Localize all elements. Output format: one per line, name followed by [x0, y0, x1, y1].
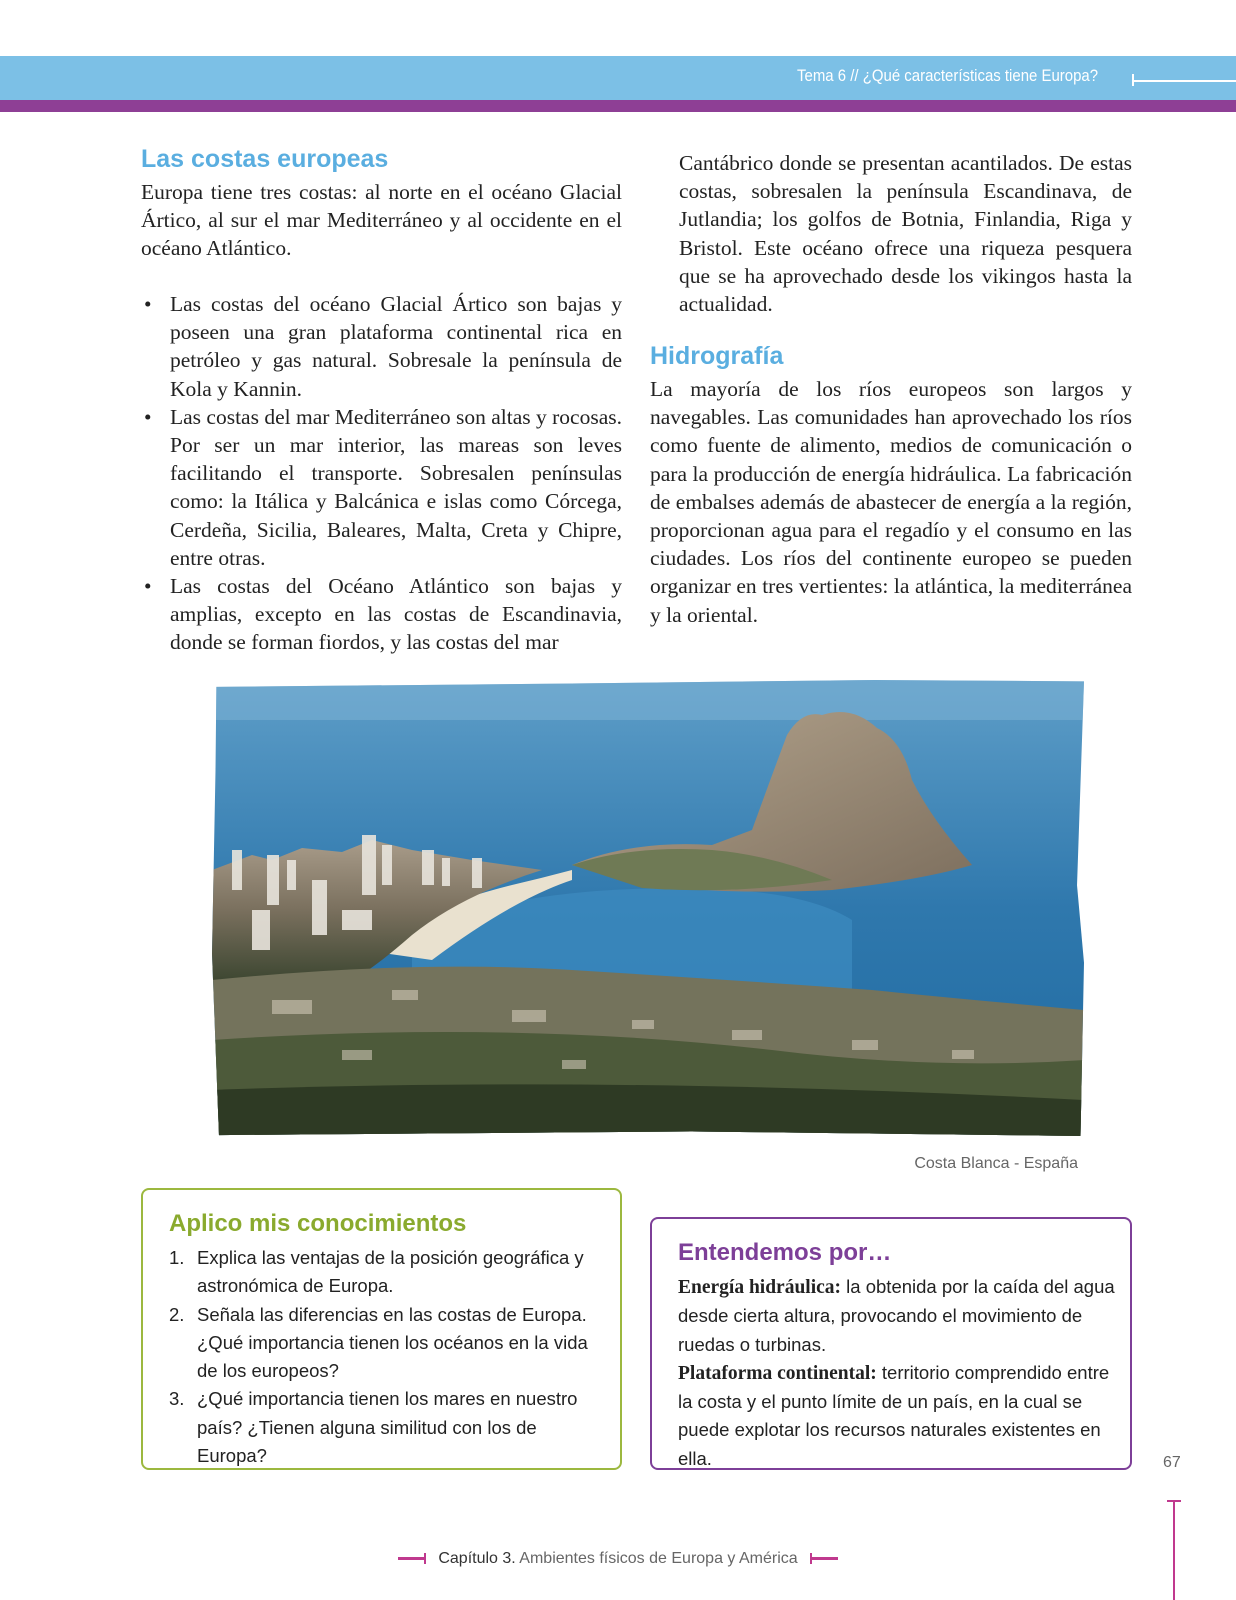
glossary-definition: territorio comprendido entre la costa y el punto límite de un país, en la cual se puede explotar los recursos naturales existentes en ella.	[678, 1361, 1110, 1469]
bullet-text: Las costas del océano Glacial Ártico son bajas y poseen una gran plataforma continental rica en petróleo y gas natural. Sobresale la península de Kola y Kannin.	[170, 292, 622, 401]
apply-box	[141, 1188, 622, 1470]
question-number: 3.	[169, 1388, 185, 1410]
glossary-definitions	[678, 1273, 1118, 1473]
coast-photo	[212, 680, 1084, 1136]
list-item	[142, 403, 622, 572]
header-line	[1132, 80, 1236, 82]
question-text: ¿Qué importancia tienen los mares en nuestro país? ¿Tienen alguna similitud con los de Europa?	[197, 1388, 578, 1467]
footer-dash-right	[810, 1557, 838, 1560]
footer	[0, 1550, 1236, 1568]
question-number: 2.	[169, 1303, 185, 1325]
footer-dash-left	[398, 1557, 426, 1560]
bullet-icon: •	[144, 574, 152, 599]
bullet-icon: •	[144, 292, 152, 316]
glossary-term: Energía hidráulica:	[678, 1277, 842, 1298]
question-text: Señala las diferencias en las costas de Europa. ¿Qué importancia tienen los océanos en la vida de los europeos?	[197, 1303, 588, 1382]
glossary-entry	[678, 1359, 1118, 1473]
list-item	[142, 572, 622, 657]
apply-title: Aplico mis conocimientos	[169, 1210, 467, 1237]
footer-chapter: Capítulo 3.	[438, 1550, 516, 1567]
section-title-costas: Las costas europeas	[141, 145, 389, 173]
section-title-hidrografia: Hidrografía	[650, 342, 784, 370]
list-item	[142, 290, 622, 403]
question-text: Explica las ventajas de la posición geográfica y astronómica de Europa.	[197, 1247, 584, 1297]
costas-continuation: Cantábrico donde se presentan acantilados. De estas costas, sobresalen la península Escandinava, de Jutlandia; los golfos de Botnia, Finlandia, Riga y Bristol. Este océano ofrece una riqueza pesquera que se ha aprovechado desde los vikingos hasta la actualidad.	[679, 151, 1132, 317]
question-number: 1.	[169, 1247, 185, 1268]
header-title: Tema 6 // ¿Qué características tiene Europa?	[796, 66, 1098, 85]
list-item	[169, 1301, 609, 1386]
costas-intro: Europa tiene tres costas: al norte en el océano Glacial Ártico, al sur el mar Mediterráneo y al occidente en el océano Atlántico.	[141, 180, 622, 261]
bullet-text: Las costas del mar Mediterráneo son altas y rocosas. Por ser un mar interior, las mareas son leves facilitando el transporte. Sobresalen penínsulas como: la Itálica y Balcánica e islas como Córcega, Cerdeña, Sicilia, Baleares, Malta, Creta y Chipre, entre otras.	[170, 404, 622, 570]
page-number: 67	[1163, 1454, 1181, 1471]
hidrografia-text: La mayoría de los ríos europeos son largos y navegables. Las comunidades han aprovechado los ríos como fuente de alimento, medios de comunicación o para la producción de energía hidráulica. La fabricación de embalses además de abastecer de energía a la región, proporcionan agua para el regadío y el consumo en las ciudades. Los ríos del continente europeo se pueden organizar en tres vertientes: la atlántica, la mediterránea y la oriental.	[650, 377, 1132, 627]
list-item	[169, 1244, 609, 1301]
photo-caption: Costa Blanca - España	[914, 1155, 1078, 1172]
footer-title: Ambientes físicos de Europa y América	[515, 1550, 798, 1567]
glossary-box	[650, 1217, 1132, 1470]
header-stripe	[0, 100, 1236, 112]
glossary-definition: la obtenida por la caída del agua desde cierta altura, provocando el movimiento de ruedas o turbinas.	[678, 1276, 1115, 1355]
bullet-icon: •	[144, 404, 152, 429]
glossary-title: Entendemos por…	[678, 1239, 892, 1266]
glossary-entry	[678, 1273, 1118, 1359]
apply-question-list	[169, 1244, 609, 1470]
glossary-term: Plataforma continental:	[678, 1362, 877, 1384]
bullet-text: Las costas del Océano Atlántico son bajas y amplias, excepto en las costas de Escandinavia, donde se forman fiordos, y las costas del mar	[170, 574, 622, 655]
costas-bullet-list	[142, 290, 622, 657]
list-item	[169, 1385, 609, 1470]
